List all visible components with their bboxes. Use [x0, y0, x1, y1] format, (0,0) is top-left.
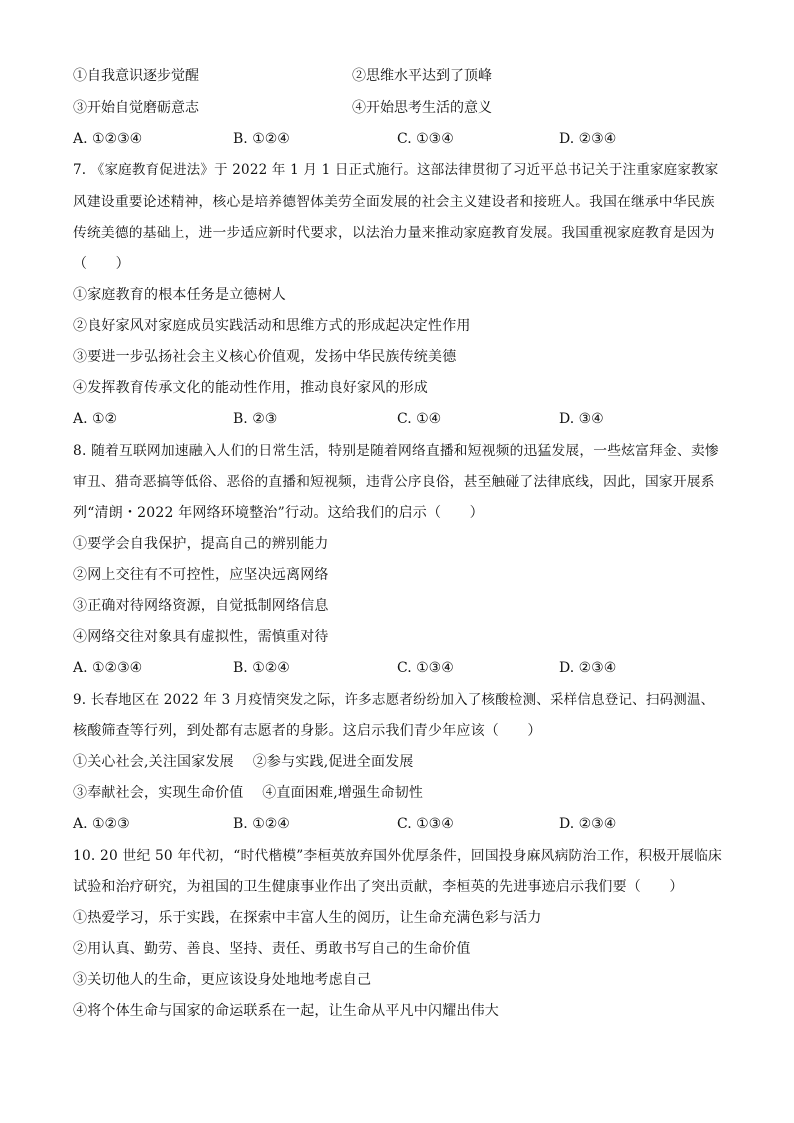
- q7-choice-a: A. ①②: [73, 411, 118, 427]
- q7-stem-line-2: 风建设重要论述精神，核心是培养德智体美劳全面发展的社会主义建设者和接班人。我国在继承中华民族: [73, 194, 715, 210]
- q6-choice-a: A. ①②③④: [73, 131, 143, 147]
- q8-choice-a: A. ①②③④: [73, 660, 143, 676]
- q6-choice-d: D. ②③④: [559, 131, 617, 147]
- q9-options-line-1: ①关心社会,关注国家发展 ②参与实践,促进全面发展: [73, 754, 414, 770]
- q10-option-2: ②用认真、勤劳、善良、坚持、责任、勇敢书写自己的生命价值: [73, 941, 471, 957]
- q8-stem-line-3: 列“清朗・2022 年网络环境整治”行动。这给我们的启示（ ）: [73, 505, 484, 521]
- q10-option-4: ④将个体生命与国家的命运联系在一起，让生命从平凡中闪耀出伟大: [73, 1003, 499, 1019]
- q6-options-row-2: [73, 98, 723, 118]
- q7-option-3: ③要进一步弘扬社会主义核心价值观，发扬中华民族传统美德: [73, 349, 457, 365]
- q9-choice-d: D. ②③④: [559, 816, 617, 832]
- q9-choice-a: A. ①②③: [73, 816, 130, 832]
- q6-option-3: ③开始自觉磨砺意志: [73, 100, 199, 116]
- q7-answer-blank: （ ）: [73, 256, 130, 272]
- q6-choice-c: C. ①③④: [397, 131, 454, 147]
- q9-choices: [73, 814, 723, 834]
- q9-options-line-2: ③奉献社会，实现生命价值 ④直面困难,增强生命韧性: [73, 785, 424, 801]
- q8-option-2: ②网上交往有不可控性，应坚决远离网络: [73, 567, 329, 583]
- q7-option-4: ④发挥教育传承文化的能动性作用，推动良好家风的形成: [73, 380, 428, 396]
- q10-option-3: ③关切他人的生命，更应该设身处地地考虑自己: [73, 972, 372, 988]
- q9-choice-c: C. ①③④: [397, 816, 454, 832]
- q8-choice-b: B. ①②④: [233, 660, 290, 676]
- q8-option-1: ①要学会自我保护，提高自己的辨别能力: [73, 536, 329, 552]
- q7-stem-line-1: 7. 《家庭教育促进法》于 2022 年 1 月 1 日正式施行。这部法律贯彻了习近平总书记关于注重家庭家教家: [73, 162, 719, 178]
- q6-choices: [73, 129, 723, 149]
- q7-stem-line-3: 传统美德的基础上，进一步适应新时代要求，以法治力量来推动家庭教育发展。我国重视家庭教育是因为: [73, 225, 715, 241]
- q10-option-1: ①热爱学习，乐于实践，在探索中丰富人生的阅历，让生命充满色彩与活力: [73, 910, 542, 926]
- q6-option-4: ④开始思考生活的意义: [352, 100, 492, 116]
- q7-option-2: ②良好家风对家庭成员实践活动和思维方式的形成起决定性作用: [73, 318, 471, 334]
- q6-choice-b: B. ①②④: [233, 131, 290, 147]
- q6-options-row-1: [73, 66, 723, 86]
- q8-option-4: ④网络交往对象具有虚拟性，需慎重对待: [73, 629, 329, 645]
- q8-option-3: ③正确对待网络资源，自觉抵制网络信息: [73, 598, 329, 614]
- q8-choice-c: C. ①③④: [397, 660, 454, 676]
- q7-choices: [73, 409, 723, 429]
- q10-stem-line-2: 试验和治疗研究，为祖国的卫生健康事业作出了突出贡献，李桓英的先进事迹启示我们要（ ）: [73, 879, 684, 895]
- q7-option-1: ①家庭教育的根本任务是立德树人: [73, 287, 286, 303]
- q8-stem-line-1: 8. 随着互联网加速融入人们的日常生活，特别是随着网络直播和短视频的迅猛发展，一些炫富拜金、卖惨: [73, 443, 719, 459]
- q7-choice-d: D. ③④: [559, 411, 604, 427]
- q8-choices: [73, 658, 723, 678]
- q6-option-1: ①自我意识逐步觉醒: [73, 68, 199, 84]
- q8-choice-d: D. ②③④: [559, 660, 617, 676]
- q10-stem-line-1: 10. 20 世纪 50 年代初，“时代楷模”李桓英放弃国外优厚条件，回国投身麻风病防治工作，积极开展临床: [73, 848, 723, 864]
- q7-choice-b: B. ②③: [233, 411, 278, 427]
- q9-choice-b: B. ①②④: [233, 816, 290, 832]
- q6-option-2: ②思维水平达到了顶峰: [352, 68, 492, 84]
- q9-stem-line-2: 核酸筛查等行列，到处都有志愿者的身影。这启示我们青少年应该（ ）: [73, 723, 542, 739]
- q7-choice-c: C. ①④: [397, 411, 442, 427]
- q8-stem-line-2: 审丑、猎奇恶搞等低俗、恶俗的直播和短视频，违背公序良俗，甚至触碰了法律底线，因此，国家开展系: [73, 474, 715, 490]
- q9-stem-line-1: 9. 长春地区在 2022 年 3 月疫情突发之际，许多志愿者纷纷加入了核酸检测、采样信息登记、扫码测温、: [73, 692, 715, 708]
